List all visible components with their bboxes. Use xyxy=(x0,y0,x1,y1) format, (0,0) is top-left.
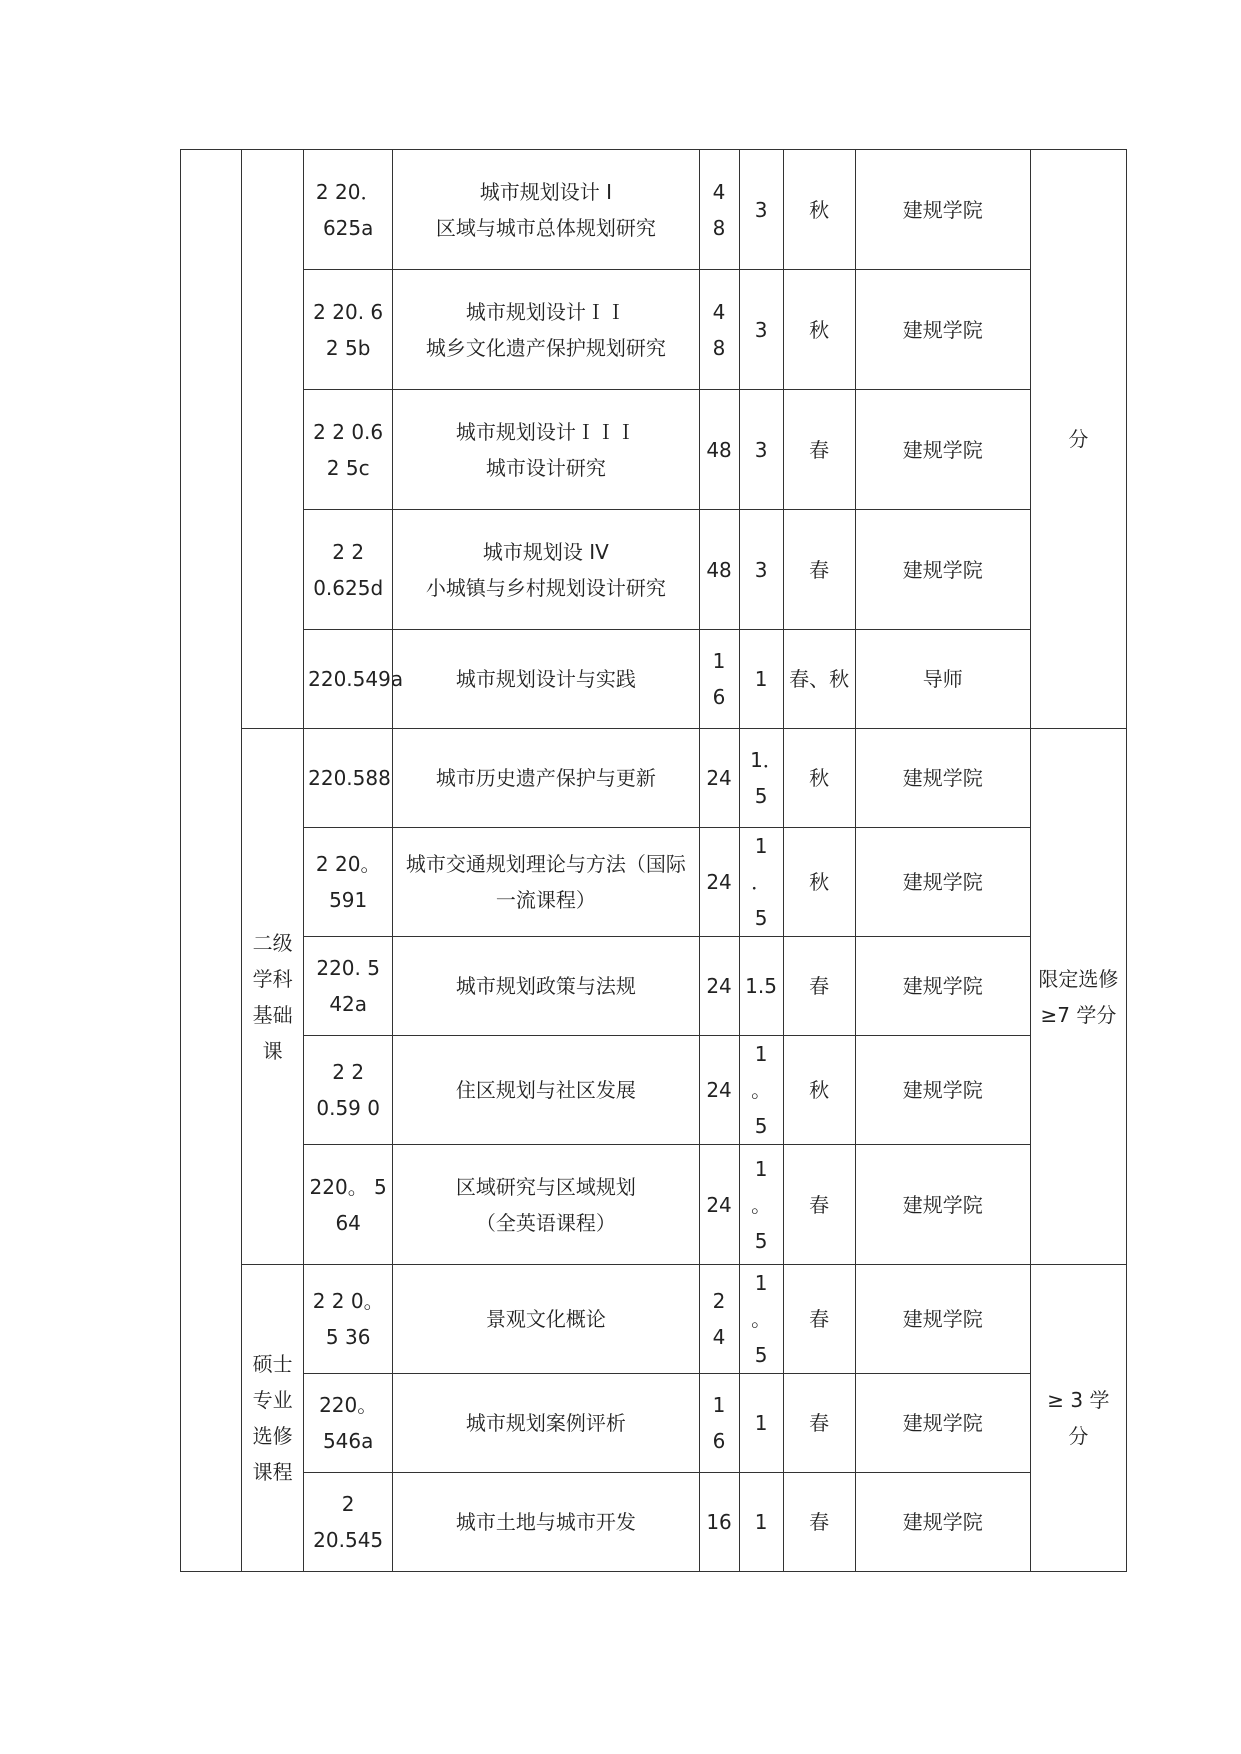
course-hours: 48 xyxy=(699,270,739,390)
table-row xyxy=(181,1265,1127,1374)
course-department: 导师 xyxy=(855,630,1030,729)
course-credits: 1 xyxy=(739,1473,783,1572)
course-credits: 1 。 5 xyxy=(739,1145,783,1265)
course-semester: 春 xyxy=(783,1145,855,1265)
course-credits: 1 。 5 xyxy=(739,1036,783,1145)
course-name: 住区规划与社区发展 xyxy=(393,1036,699,1145)
course-semester: 春 xyxy=(783,937,855,1036)
course-name: 城市规划案例评析 xyxy=(393,1374,699,1473)
table-row xyxy=(181,630,1127,729)
course-code: 2 2 0.625d xyxy=(304,510,393,630)
course-code: 220。546a xyxy=(304,1374,393,1473)
course-department: 建规学院 xyxy=(855,390,1030,510)
course-name: 城市规划政策与法规 xyxy=(393,937,699,1036)
course-code: 2 2 0。5 36 xyxy=(304,1265,393,1374)
course-department: 建规学院 xyxy=(855,1036,1030,1145)
course-hours: 1 6 xyxy=(699,1374,739,1473)
course-credits: 1 xyxy=(739,630,783,729)
table-row xyxy=(181,390,1127,510)
course-department: 建规学院 xyxy=(855,510,1030,630)
course-semester: 春、秋 xyxy=(783,630,855,729)
course-name: 城市规划设计与实践 xyxy=(393,630,699,729)
course-hours: 48 xyxy=(699,510,739,630)
course-table xyxy=(180,149,1127,1572)
course-code: 220.549a xyxy=(304,630,393,729)
course-credits: 1 ． 5 xyxy=(739,828,783,937)
course-credits: 3 xyxy=(739,150,783,270)
course-name: 城市交通规划理论与方法（国际一流课程） xyxy=(393,828,699,937)
course-hours: 24 xyxy=(699,729,739,828)
credit-requirement-cell: ≥ 3 学分 xyxy=(1030,1265,1126,1572)
category-cell: 二级学科基础课 xyxy=(242,729,304,1265)
credit-requirement-cell: 限定选修≥7 学分 xyxy=(1030,729,1126,1265)
table-row xyxy=(181,510,1127,630)
course-semester: 秋 xyxy=(783,828,855,937)
course-code: 220.588 xyxy=(304,729,393,828)
course-name: 城市规划设计ＩＩＩ 城市设计研究 xyxy=(393,390,699,510)
course-department: 建规学院 xyxy=(855,1265,1030,1374)
course-department: 建规学院 xyxy=(855,150,1030,270)
course-hours: 48 xyxy=(699,150,739,270)
table-row xyxy=(181,1145,1127,1265)
category-cell xyxy=(242,150,304,729)
course-department: 建规学院 xyxy=(855,937,1030,1036)
course-code: 2 20。 591 xyxy=(304,828,393,937)
course-credits: 3 xyxy=(739,390,783,510)
course-credits: 1 xyxy=(739,1374,783,1473)
table-row xyxy=(181,270,1127,390)
table-row xyxy=(181,150,1127,270)
course-semester: 春 xyxy=(783,1473,855,1572)
course-name: 城市规划设计 I 区域与城市总体规划研究 xyxy=(393,150,699,270)
table-row xyxy=(181,1374,1127,1473)
course-semester: 秋 xyxy=(783,270,855,390)
course-department: 建规学院 xyxy=(855,1473,1030,1572)
course-code: 220. 5 42a xyxy=(304,937,393,1036)
course-credits: 3 xyxy=(739,270,783,390)
course-semester: 春 xyxy=(783,390,855,510)
table-row xyxy=(181,1036,1127,1145)
course-semester: 秋 xyxy=(783,729,855,828)
category-cell: 硕士专业选修课程 xyxy=(242,1265,304,1572)
course-code: 2 20.545 xyxy=(304,1473,393,1572)
course-credits: 3 xyxy=(739,510,783,630)
course-code: 2 20．625a xyxy=(304,150,393,270)
course-hours: 24 xyxy=(699,828,739,937)
course-hours: 24 xyxy=(699,1036,739,1145)
course-hours: 16 xyxy=(699,1473,739,1572)
course-department: 建规学院 xyxy=(855,270,1030,390)
course-hours: 24 xyxy=(699,937,739,1036)
course-code: 2 2 0.59 0 xyxy=(304,1036,393,1145)
course-name: 城市规划设 IV 小城镇与乡村规划设计研究 xyxy=(393,510,699,630)
course-department: 建规学院 xyxy=(855,729,1030,828)
course-credits: 1.5 xyxy=(739,937,783,1036)
course-credits: 1． 5 xyxy=(739,729,783,828)
course-name: 城市土地与城市开发 xyxy=(393,1473,699,1572)
course-department: 建规学院 xyxy=(855,1374,1030,1473)
course-hours: 1 6 xyxy=(699,630,739,729)
outer-blank-column xyxy=(181,150,242,1572)
course-credits: 1 。 5 xyxy=(739,1265,783,1374)
course-semester: 秋 xyxy=(783,150,855,270)
course-code: 220。 5 64 xyxy=(304,1145,393,1265)
course-name: 城市历史遗产保护与更新 xyxy=(393,729,699,828)
table-row xyxy=(181,937,1127,1036)
course-hours: 48 xyxy=(699,390,739,510)
table-row xyxy=(181,1473,1127,1572)
course-semester: 春 xyxy=(783,1374,855,1473)
credit-requirement-cell: 分 xyxy=(1030,150,1126,729)
course-name: 景观文化概论 xyxy=(393,1265,699,1374)
course-department: 建规学院 xyxy=(855,1145,1030,1265)
course-code: 2 20. 6 2 5b xyxy=(304,270,393,390)
course-semester: 春 xyxy=(783,1265,855,1374)
course-name: 城市规划设计ＩＩ 城乡文化遗产保护规划研究 xyxy=(393,270,699,390)
course-department: 建规学院 xyxy=(855,828,1030,937)
course-name: 区域研究与区域规划 （全英语课程） xyxy=(393,1145,699,1265)
course-hours: 2 4 xyxy=(699,1265,739,1374)
course-hours: 24 xyxy=(699,1145,739,1265)
course-semester: 秋 xyxy=(783,1036,855,1145)
table-row xyxy=(181,828,1127,937)
table-row xyxy=(181,729,1127,828)
course-semester: 春 xyxy=(783,510,855,630)
course-code: 2 2 0.6 2 5c xyxy=(304,390,393,510)
